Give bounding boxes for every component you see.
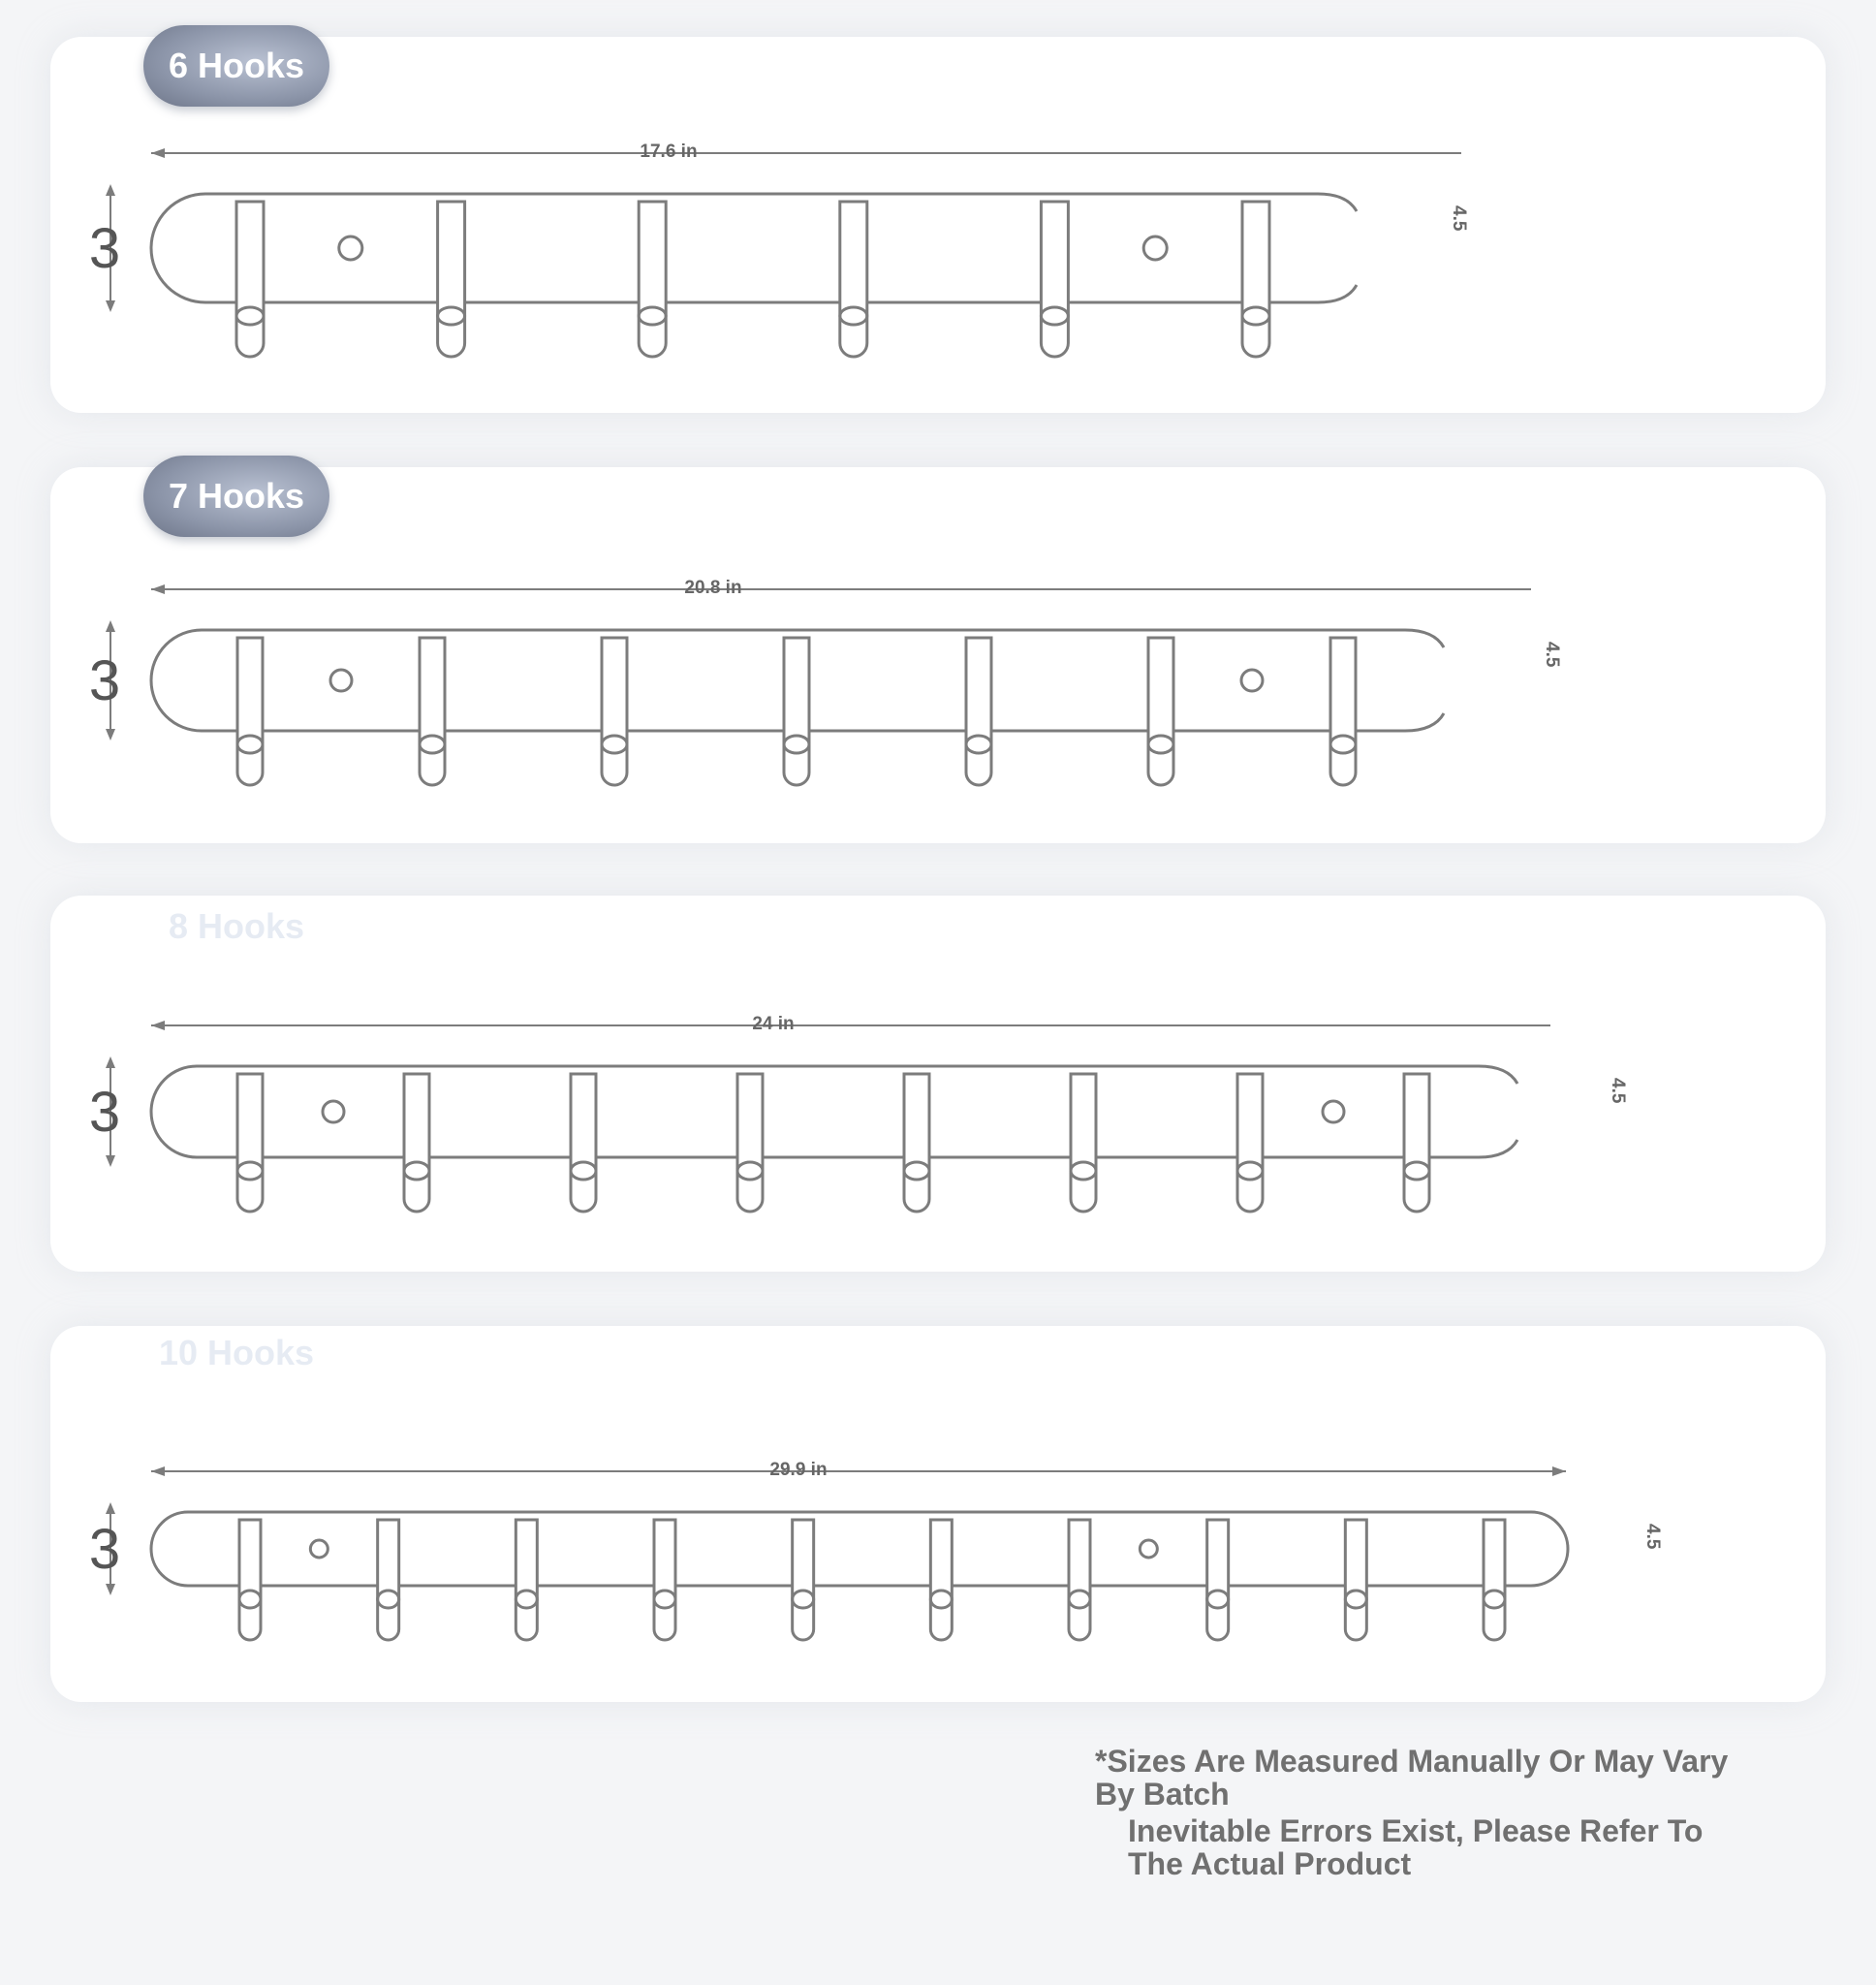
hook <box>840 202 867 357</box>
hook-arm <box>1345 1520 1366 1640</box>
hook <box>1330 638 1356 785</box>
hook <box>602 638 627 785</box>
arrow-head-right-icon <box>1552 1466 1566 1476</box>
hook <box>1069 1520 1090 1640</box>
hook <box>1242 202 1269 357</box>
hook-arm <box>639 202 666 357</box>
arrow-head-left-icon <box>151 148 165 158</box>
height-label: 3 <box>88 1518 121 1581</box>
hook <box>237 638 263 785</box>
height-label: 3 <box>88 1081 121 1144</box>
arrow-head-left-icon <box>151 1466 165 1476</box>
length-label: 17.6 in <box>640 142 698 162</box>
mounting-hole <box>1140 1540 1157 1558</box>
hook <box>1148 638 1173 785</box>
hook-arm <box>1330 638 1356 785</box>
hook-arm <box>840 202 867 357</box>
measurement-disclaimer <box>1095 1745 1735 1880</box>
hook-arm <box>904 1074 929 1212</box>
hook <box>784 638 809 785</box>
hook <box>420 638 445 785</box>
variant-badge: 7 Hooks <box>143 456 329 537</box>
hook-arm <box>438 202 465 357</box>
rail-bar <box>151 1066 1517 1157</box>
hook <box>438 202 465 357</box>
length-label: 20.8 in <box>684 578 742 598</box>
hook-arm <box>602 638 627 785</box>
hook-arm <box>1207 1520 1229 1640</box>
arrow-head-left-icon <box>151 584 165 594</box>
hook-arm <box>420 638 445 785</box>
hook <box>378 1520 399 1640</box>
hook-arm <box>571 1074 596 1212</box>
hook-rack-diagram <box>0 1444 1876 1696</box>
variant-label: 8 Hooks <box>168 906 305 946</box>
depth-label: 4.5 <box>1608 1078 1628 1104</box>
hook-arm <box>737 1074 763 1212</box>
arrow-head-up-icon <box>106 1056 115 1068</box>
hook <box>237 1074 263 1212</box>
arrow-head-up-icon <box>106 184 115 196</box>
variant-label: 10 Hooks <box>158 1333 315 1372</box>
mounting-hole <box>330 670 352 691</box>
length-label: 29.9 in <box>769 1460 828 1480</box>
depth-label: 4.5 <box>1542 642 1562 668</box>
hook-arm <box>1148 638 1173 785</box>
depth-label: 4.5 <box>1449 205 1469 232</box>
arrow-head-down-icon <box>106 729 115 740</box>
hook-arm <box>237 1074 263 1212</box>
hook-arm <box>236 202 264 357</box>
mounting-hole <box>339 236 362 260</box>
hook-arm <box>793 1520 814 1640</box>
hook-arm <box>378 1520 399 1640</box>
hook-arm <box>1237 1074 1263 1212</box>
hook-arm <box>1404 1074 1429 1212</box>
mounting-hole <box>323 1101 344 1122</box>
hook-arm <box>654 1520 675 1640</box>
disclaimer-line-1: *Sizes Are Measured Manually Or May Vary By Batch <box>1095 1744 1729 1812</box>
hook <box>1237 1074 1263 1212</box>
mounting-hole <box>1241 670 1263 691</box>
mounting-hole <box>1143 236 1167 260</box>
hook-arm <box>239 1520 261 1640</box>
arrow-head-up-icon <box>106 1502 115 1514</box>
length-label: 24 in <box>752 1014 795 1034</box>
mounting-hole <box>310 1540 328 1558</box>
hook <box>571 1074 596 1212</box>
hook <box>1345 1520 1366 1640</box>
hook-arm <box>1071 1074 1096 1212</box>
variant-badge: 6 Hooks <box>143 25 329 107</box>
hook <box>1207 1520 1229 1640</box>
hook <box>639 202 666 357</box>
hook-arm <box>930 1520 952 1640</box>
hook-arm <box>237 638 263 785</box>
height-label: 3 <box>88 649 121 712</box>
height-label: 3 <box>88 217 121 280</box>
hook <box>236 202 264 357</box>
disclaimer-line-2: Inevitable Errors Exist, Please Refer To The Actual Product <box>1128 1813 1704 1881</box>
hook <box>1071 1074 1096 1212</box>
hook <box>239 1520 261 1640</box>
hook-arm <box>1041 202 1068 357</box>
hook <box>904 1074 929 1212</box>
mounting-hole <box>1323 1101 1344 1122</box>
hook-arm <box>1069 1520 1090 1640</box>
hook-arm <box>966 638 991 785</box>
hook <box>930 1520 952 1640</box>
hook-arm <box>1242 202 1269 357</box>
hook <box>1041 202 1068 357</box>
hook-rack-diagram <box>0 562 1876 814</box>
hook <box>516 1520 537 1640</box>
hook-arm <box>784 638 809 785</box>
arrow-head-down-icon <box>106 1584 115 1595</box>
arrow-head-up-icon <box>106 620 115 632</box>
hook <box>737 1074 763 1212</box>
hook <box>793 1520 814 1640</box>
hook-rack-diagram <box>0 998 1876 1250</box>
rail-bar <box>151 194 1357 302</box>
hook <box>404 1074 429 1212</box>
hook <box>654 1520 675 1640</box>
arrow-head-down-icon <box>106 1155 115 1167</box>
hook-arm <box>516 1520 537 1640</box>
hook-rack-diagram <box>0 126 1876 378</box>
hook <box>966 638 991 785</box>
arrow-head-down-icon <box>106 300 115 312</box>
hook-arm <box>1484 1520 1505 1640</box>
hook <box>1484 1520 1505 1640</box>
arrow-head-left-icon <box>151 1021 165 1030</box>
depth-label: 4.5 <box>1642 1524 1663 1550</box>
hook-arm <box>404 1074 429 1212</box>
hook <box>1404 1074 1429 1212</box>
